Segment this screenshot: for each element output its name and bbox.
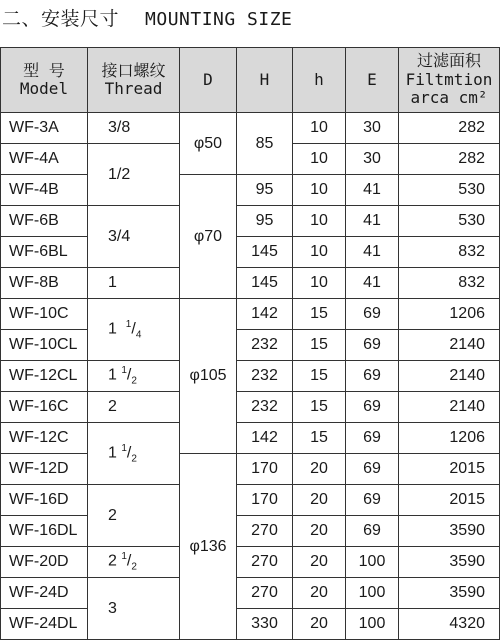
h-cell: 10 [293, 113, 346, 144]
h-cell: 20 [293, 454, 346, 485]
E-cell: 100 [346, 547, 399, 578]
heading-cn: 二、安装尺寸 [2, 8, 120, 30]
area-cell: 3590 [399, 516, 500, 547]
area-cell: 2140 [399, 392, 500, 423]
area-cell: 282 [399, 144, 500, 175]
H-cell: 232 [237, 392, 293, 423]
mounting-size-table [0, 47, 500, 640]
header-H: H [237, 48, 293, 113]
model-cell: WF-12C [1, 423, 88, 454]
table-row [1, 547, 500, 578]
model-cell: WF-3A [1, 113, 88, 144]
h-cell: 15 [293, 299, 346, 330]
model-cell: WF-4A [1, 144, 88, 175]
model-cell: WF-20D [1, 547, 88, 578]
h-cell: 10 [293, 268, 346, 299]
E-cell: 69 [346, 330, 399, 361]
table-row [1, 113, 500, 144]
table-row [1, 485, 500, 516]
model-cell: WF-6B [1, 206, 88, 237]
area-cell: 1206 [399, 299, 500, 330]
diameter-cell: φ70 [180, 175, 237, 299]
E-cell: 69 [346, 516, 399, 547]
E-cell: 69 [346, 454, 399, 485]
area-cell: 530 [399, 175, 500, 206]
H-cell: 142 [237, 299, 293, 330]
model-cell: WF-16DL [1, 516, 88, 547]
E-cell: 69 [346, 361, 399, 392]
thread-cell: 1 $^1/_2$ [88, 361, 180, 392]
table-row [1, 609, 500, 640]
H-cell: 232 [237, 361, 293, 392]
model-cell: WF-24DL [1, 609, 88, 640]
E-cell: 69 [346, 392, 399, 423]
header-model: 型 号 Model [1, 48, 88, 113]
E-cell: 30 [346, 144, 399, 175]
h-cell: 20 [293, 578, 346, 609]
diameter-cell: φ136 [180, 454, 237, 640]
table-row [1, 361, 500, 392]
diameter-cell: φ50 [180, 113, 237, 175]
table-row [1, 175, 500, 206]
h-cell: 20 [293, 485, 346, 516]
H-cell: 330 [237, 609, 293, 640]
model-cell: WF-4B [1, 175, 88, 206]
H-cell: 95 [237, 175, 293, 206]
model-cell: WF-10C [1, 299, 88, 330]
E-cell: 100 [346, 578, 399, 609]
header-area: 过滤面积 Filtmtion arca cm² [399, 48, 500, 113]
table-row [1, 454, 500, 485]
H-cell: 85 [237, 113, 293, 175]
area-cell: 3590 [399, 578, 500, 609]
area-cell: 1206 [399, 423, 500, 454]
h-cell: 20 [293, 547, 346, 578]
header-h: h [293, 48, 346, 113]
E-cell: 100 [346, 609, 399, 640]
table-row [1, 237, 500, 268]
header-d: D [180, 48, 237, 113]
E-cell: 41 [346, 268, 399, 299]
model-cell: WF-12CL [1, 361, 88, 392]
h-cell: 10 [293, 237, 346, 268]
h-cell: 10 [293, 206, 346, 237]
H-cell: 145 [237, 237, 293, 268]
H-cell: 270 [237, 516, 293, 547]
model-cell: WF-24D [1, 578, 88, 609]
H-cell: 170 [237, 454, 293, 485]
E-cell: 69 [346, 299, 399, 330]
h-cell: 15 [293, 392, 346, 423]
table-row [1, 299, 500, 330]
area-cell: 832 [399, 237, 500, 268]
table-row [1, 578, 500, 609]
table-row [1, 206, 500, 237]
table-row [1, 268, 500, 299]
E-cell: 41 [346, 175, 399, 206]
heading-en: MOUNTING SIZE [145, 9, 293, 30]
model-cell: WF-16D [1, 485, 88, 516]
H-cell: 95 [237, 206, 293, 237]
H-cell: 170 [237, 485, 293, 516]
thread-cell: 3/8 [88, 113, 180, 144]
model-cell: WF-8B [1, 268, 88, 299]
h-cell: 10 [293, 175, 346, 206]
thread-cell: 1 $^1/_2$ [88, 423, 180, 485]
thread-cell: 1 $^1/_4$ [88, 299, 180, 361]
h-cell: 15 [293, 330, 346, 361]
area-cell: 530 [399, 206, 500, 237]
thread-cell: 3/4 [88, 206, 180, 268]
thread-cell: 2 $^1/_2$ [88, 547, 180, 578]
header-row [1, 48, 500, 113]
H-cell: 142 [237, 423, 293, 454]
model-cell: WF-6BL [1, 237, 88, 268]
thread-cell: 3 [88, 578, 180, 640]
table-row [1, 516, 500, 547]
area-cell: 2015 [399, 485, 500, 516]
H-cell: 232 [237, 330, 293, 361]
table-row [1, 330, 500, 361]
h-cell: 20 [293, 609, 346, 640]
h-cell: 15 [293, 361, 346, 392]
diameter-cell: φ105 [180, 299, 237, 454]
H-cell: 270 [237, 547, 293, 578]
thread-cell: 2 [88, 392, 180, 423]
E-cell: 41 [346, 206, 399, 237]
header-e: E [346, 48, 399, 113]
area-cell: 832 [399, 268, 500, 299]
section-heading [2, 4, 292, 31]
area-cell: 4320 [399, 609, 500, 640]
model-cell: WF-12D [1, 454, 88, 485]
h-cell: 15 [293, 423, 346, 454]
header-thread: 接口螺纹 Thread [88, 48, 180, 113]
area-cell: 3590 [399, 547, 500, 578]
thread-cell: 1 [88, 268, 180, 299]
area-cell: 282 [399, 113, 500, 144]
table-row [1, 392, 500, 423]
area-cell: 2140 [399, 330, 500, 361]
E-cell: 69 [346, 485, 399, 516]
thread-cell: 2 [88, 485, 180, 547]
model-cell: WF-10CL [1, 330, 88, 361]
E-cell: 69 [346, 423, 399, 454]
H-cell: 270 [237, 578, 293, 609]
h-cell: 10 [293, 144, 346, 175]
model-cell: WF-16C [1, 392, 88, 423]
E-cell: 41 [346, 237, 399, 268]
area-cell: 2015 [399, 454, 500, 485]
h-cell: 20 [293, 516, 346, 547]
thread-cell: 1/2 [88, 144, 180, 206]
E-cell: 30 [346, 113, 399, 144]
table-row [1, 423, 500, 454]
area-cell: 2140 [399, 361, 500, 392]
H-cell: 145 [237, 268, 293, 299]
